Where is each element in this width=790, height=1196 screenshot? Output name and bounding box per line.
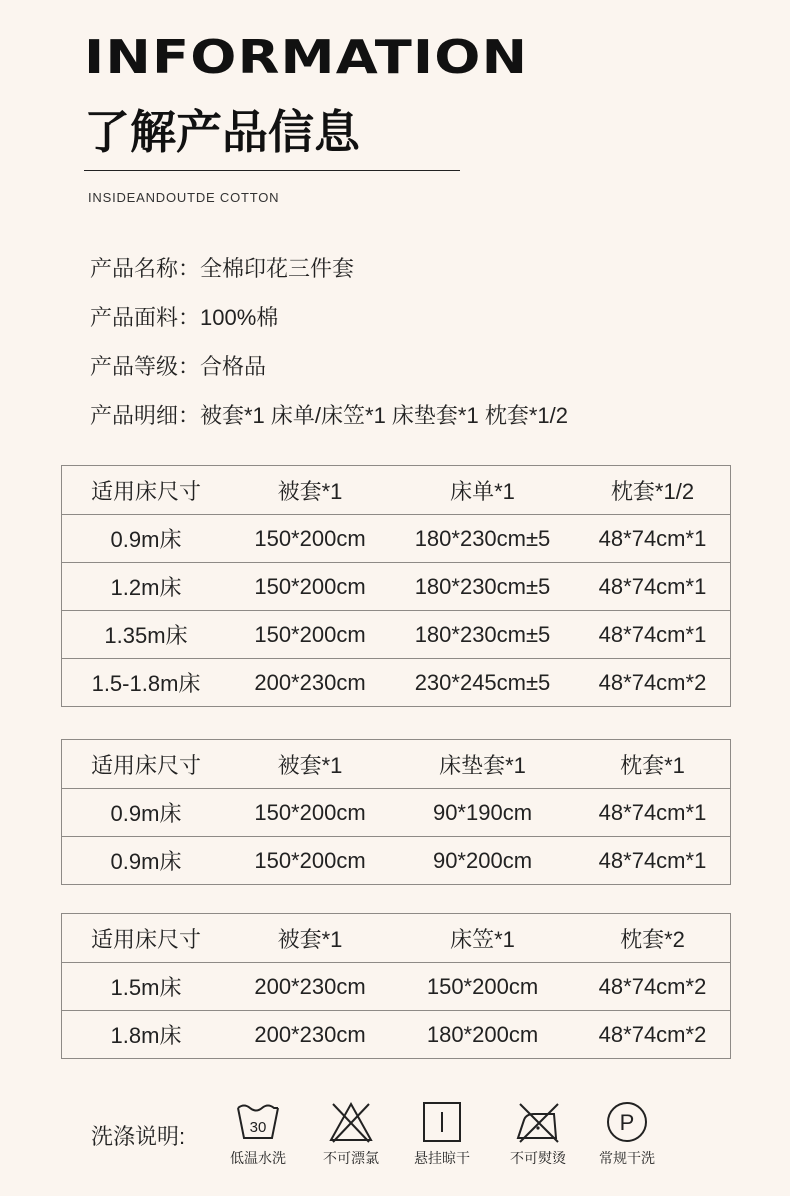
table-header-cell: 床单*1: [450, 478, 515, 504]
table-cell: 48*74cm*1: [598, 525, 707, 551]
table-header-cell: 适用床尺寸: [90, 926, 201, 952]
size-table-mattress-cover: [61, 739, 731, 885]
table-row: [62, 788, 730, 836]
table-cell: 1.5m床: [110, 975, 182, 1000]
table-cell: 1.2m床: [110, 575, 182, 600]
table-cell: 150*200cm: [426, 973, 539, 999]
table-cell: 200*230cm: [254, 1021, 366, 1047]
table-header-cell: 枕套*1: [620, 752, 685, 778]
wash-temperature: 30: [249, 1119, 267, 1136]
care-item-iron: [493, 1100, 583, 1168]
table-row: [62, 610, 730, 658]
table-cell: 150*200cm: [254, 799, 366, 825]
care-item-wash: [213, 1100, 303, 1168]
table-cell: 48*74cm*2: [598, 973, 707, 999]
title-cn: 了解产品信息: [84, 105, 360, 159]
table-row: [62, 514, 730, 562]
table-cell: 150*200cm: [254, 573, 366, 599]
table-cell: 0.9m床: [110, 527, 182, 552]
table-cell: 200*230cm: [254, 973, 366, 999]
table-cell: 48*74cm*2: [598, 1021, 707, 1047]
care-item-dryclean: [582, 1100, 672, 1168]
care-item-bleach: [306, 1100, 396, 1168]
table-cell: 200*230cm: [254, 669, 366, 695]
table-header-cell: 被套*1: [277, 926, 343, 952]
care-label-iron: 不可熨烫: [510, 1150, 566, 1166]
table-cell: 180*230cm±5: [414, 621, 551, 647]
table-header-cell: 被套*1: [277, 478, 343, 504]
table-cell: 180*230cm±5: [414, 573, 551, 599]
care-label-dry: 悬挂晾干: [414, 1150, 470, 1166]
care-label-bleach: 不可漂氯: [323, 1150, 379, 1166]
table-cell: 180*230cm±5: [414, 525, 551, 551]
dry-clean-icon: [603, 1100, 651, 1144]
table-cell: 0.9m床: [110, 801, 182, 826]
no-iron-icon: [514, 1100, 562, 1144]
table-header-cell: 床垫套*1: [439, 752, 526, 778]
table-cell: 150*200cm: [254, 525, 366, 551]
table-row: [62, 836, 730, 884]
divider: [84, 170, 460, 171]
table-header-cell: 枕套*2: [620, 926, 685, 952]
table-header-cell: 床笠*1: [450, 926, 515, 952]
dry-clean-letter: P: [619, 1110, 635, 1135]
table-header-cell: 适用床尺寸: [90, 478, 201, 504]
table-cell: 48*74cm*2: [598, 669, 707, 695]
size-table-sheet: [61, 465, 731, 707]
washing-instructions: [91, 1100, 751, 1180]
care-label-wash: 低温水洗: [230, 1150, 286, 1166]
product-info-list: [90, 254, 568, 450]
table-cell: 1.5-1.8m床: [91, 671, 201, 696]
info-product-details: 产品明细：被套*1 床单/床笠*1 床垫套*1 枕套*1/2: [90, 403, 568, 428]
table-header-cell: 枕套*1/2: [610, 478, 695, 504]
table-row: [62, 562, 730, 610]
table-header-cell: 适用床尺寸: [90, 752, 201, 778]
table-cell: 48*74cm*1: [598, 573, 707, 599]
table-cell: 1.8m床: [110, 1023, 182, 1048]
no-bleach-icon: [327, 1100, 375, 1144]
table-header-row: [62, 740, 730, 788]
info-product-grade: 产品等级：合格品: [90, 354, 267, 379]
table-cell: 90*190cm: [432, 799, 533, 825]
wash-30-icon: [234, 1100, 282, 1144]
care-label-dryclean: 常规干洗: [599, 1150, 655, 1166]
care-item-dry: [397, 1100, 487, 1168]
table-cell: 0.9m床: [110, 849, 182, 874]
table-cell: 48*74cm*1: [598, 847, 707, 873]
info-product-name: 产品名称：全棉印花三件套: [90, 256, 355, 281]
table-row: [62, 658, 730, 706]
subtitle: INSIDEANDOUTDE COTTON: [88, 190, 280, 205]
table-header-row: [62, 914, 730, 962]
table-cell: 48*74cm*1: [598, 621, 707, 647]
table-cell: 180*200cm: [426, 1021, 539, 1047]
table-cell: 150*200cm: [254, 621, 366, 647]
table-cell: 1.35m床: [104, 623, 188, 648]
table-cell: 48*74cm*1: [598, 799, 707, 825]
table-cell: 90*200cm: [432, 847, 533, 873]
table-cell: 150*200cm: [254, 847, 366, 873]
table-header-row: [62, 466, 730, 514]
washing-label: 洗涤说明:: [91, 1124, 186, 1149]
size-table-fitted-sheet: [61, 913, 731, 1059]
line-dry-icon: [418, 1100, 466, 1144]
title-en: INFORMATION: [84, 30, 529, 84]
info-product-fabric: 产品面料：100%棉: [90, 305, 279, 330]
table-header-cell: 被套*1: [277, 752, 343, 778]
table-cell: 230*245cm±5: [414, 669, 551, 695]
table-row: [62, 962, 730, 1010]
table-row: [62, 1010, 730, 1058]
